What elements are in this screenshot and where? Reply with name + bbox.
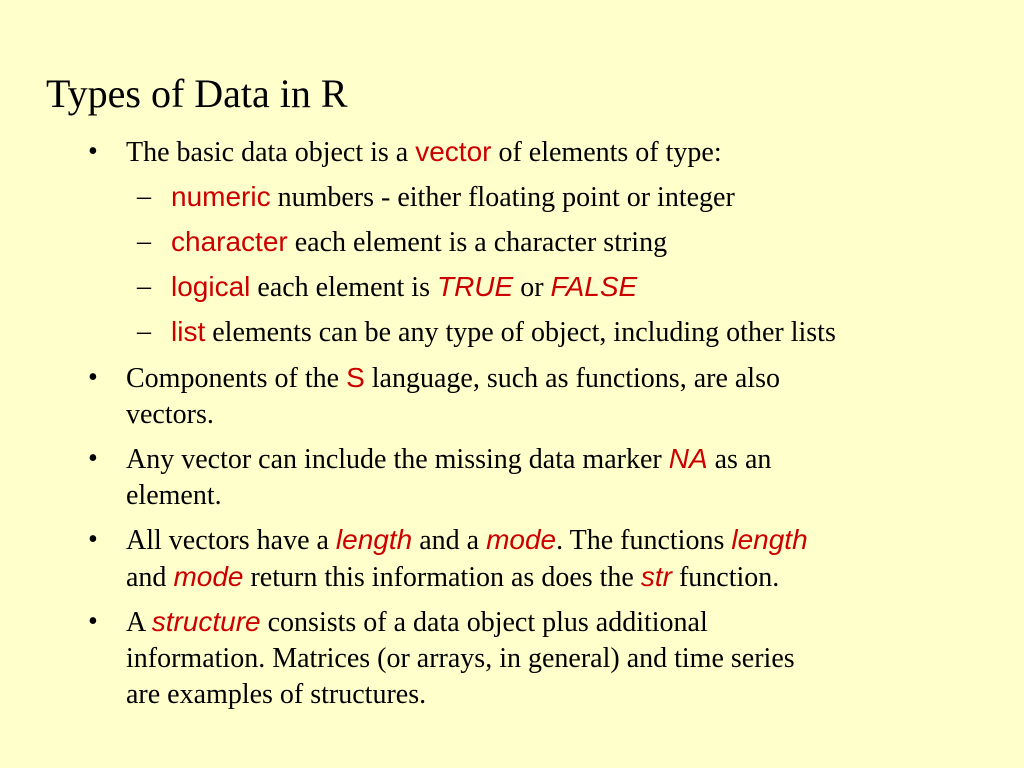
text: function. bbox=[671, 562, 780, 593]
text: elements can be any type of object, including other lists bbox=[205, 317, 836, 348]
dash-marker: – bbox=[137, 271, 151, 302]
keyword-character: character bbox=[171, 226, 288, 257]
text: as an bbox=[707, 444, 772, 475]
bullet-marker: • bbox=[88, 136, 98, 167]
subbullet-character bbox=[137, 224, 668, 261]
keyword-vector: vector bbox=[415, 136, 492, 167]
dash-marker: – bbox=[137, 226, 151, 257]
text: and a bbox=[412, 525, 487, 556]
bullet-marker: • bbox=[88, 524, 98, 555]
keyword-true: TRUE bbox=[436, 271, 514, 302]
keyword-numeric: numeric bbox=[171, 181, 271, 212]
bullet-marker: • bbox=[88, 443, 98, 474]
slide-title: Types of Data in R bbox=[46, 71, 348, 116]
bullet-structure bbox=[88, 604, 795, 713]
text: or bbox=[513, 272, 551, 303]
text: The basic data object is a bbox=[126, 137, 416, 168]
text: are examples of structures. bbox=[126, 679, 427, 710]
text: . The functions bbox=[556, 525, 732, 556]
text: each element is a character string bbox=[287, 227, 668, 258]
keyword-length-function: length bbox=[731, 524, 808, 555]
keyword-mode-function: mode bbox=[173, 561, 244, 592]
text: numbers - either floating point or integer bbox=[270, 182, 735, 213]
bullet-vector bbox=[88, 134, 722, 171]
bullet-components bbox=[88, 360, 780, 433]
text: language, such as functions, are also bbox=[364, 363, 780, 394]
keyword-length: length bbox=[335, 524, 413, 555]
text: Components of the bbox=[126, 363, 347, 394]
text: A bbox=[126, 607, 152, 638]
text: Any vector can include the missing data marker bbox=[126, 444, 669, 475]
dash-marker: – bbox=[137, 316, 151, 347]
keyword-s: S bbox=[346, 362, 365, 393]
keyword-mode: mode bbox=[486, 524, 557, 555]
keyword-list: list bbox=[171, 316, 206, 347]
text: information. Matrices (or arrays, in general) and time series bbox=[126, 643, 795, 674]
text: and bbox=[126, 562, 174, 593]
subbullet-numeric bbox=[137, 179, 735, 216]
keyword-logical: logical bbox=[171, 271, 251, 302]
text: All vectors have a bbox=[126, 525, 336, 556]
text: of elements of type: bbox=[491, 137, 722, 168]
text: vectors. bbox=[126, 399, 214, 430]
subbullet-list bbox=[137, 314, 836, 351]
text: consists of a data object plus additional bbox=[260, 607, 708, 638]
dash-marker: – bbox=[137, 181, 151, 212]
keyword-str: str bbox=[640, 561, 672, 592]
bullet-length-mode bbox=[88, 522, 808, 596]
text: each element is bbox=[250, 272, 437, 303]
bullet-marker: • bbox=[88, 362, 98, 393]
keyword-structure: structure bbox=[151, 606, 261, 637]
keyword-na: NA bbox=[668, 443, 708, 474]
text: return this information as does the bbox=[243, 562, 641, 593]
subbullet-logical bbox=[137, 269, 638, 306]
text: element. bbox=[126, 480, 222, 511]
bullet-na bbox=[88, 441, 772, 514]
bullet-marker: • bbox=[88, 606, 98, 637]
keyword-false: FALSE bbox=[550, 271, 638, 302]
